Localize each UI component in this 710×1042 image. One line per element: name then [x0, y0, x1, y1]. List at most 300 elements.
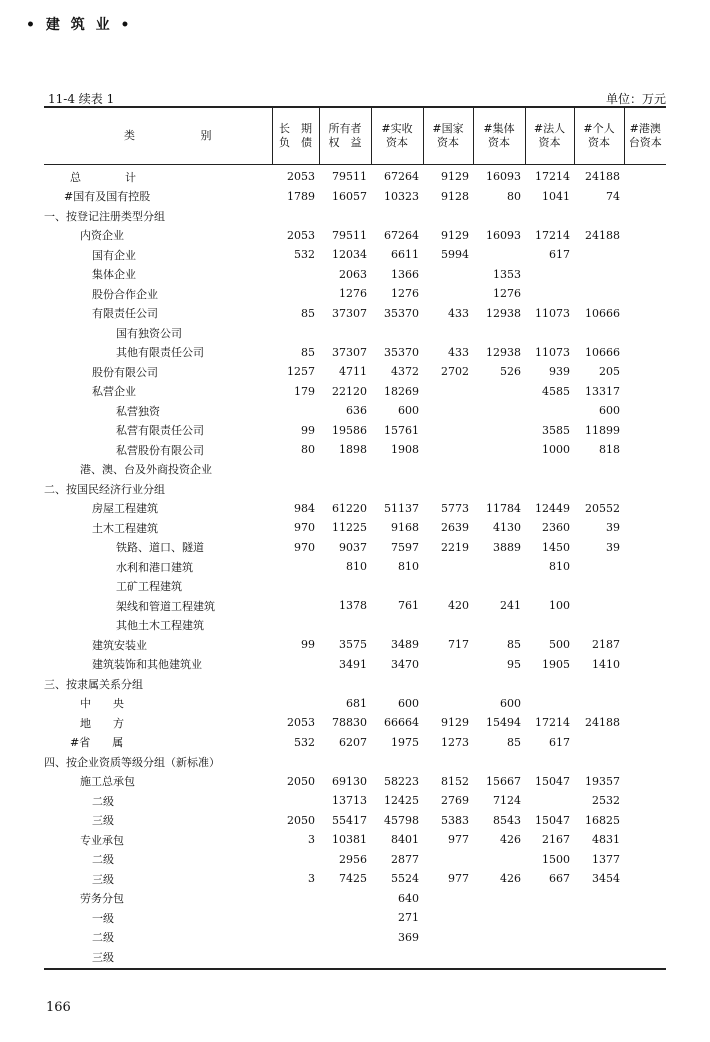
cell-value: 433 [448, 306, 469, 320]
table-row [44, 850, 666, 870]
cell-value [319, 928, 371, 948]
cell-value [272, 596, 319, 616]
cell-value [525, 791, 574, 811]
cell-value [624, 733, 666, 753]
cell-value: 526 [500, 365, 521, 379]
cell-value [473, 323, 525, 343]
cell-value [574, 557, 624, 577]
cell-value: 3575 [339, 638, 367, 652]
table-row [44, 596, 666, 616]
table-row [44, 304, 666, 324]
header-collective-capital: #集体 资本 [473, 107, 525, 165]
cell-value [473, 850, 525, 870]
row-label: 二级 [92, 853, 114, 867]
cell-value: 10323 [384, 189, 419, 203]
cell-value: 19357 [585, 774, 620, 788]
cell-value: 1257 [287, 365, 315, 379]
cell-value [624, 869, 666, 889]
header-state-capital: #国家 资本 [423, 107, 473, 165]
cell-value: 5994 [441, 248, 469, 262]
cell-value: 681 [346, 696, 367, 710]
table-row [44, 616, 666, 636]
row-label: 中 央 [80, 697, 124, 711]
cell-value [272, 460, 319, 480]
cell-value [272, 674, 319, 694]
cell-value: 15761 [384, 423, 419, 437]
table-row [44, 928, 666, 948]
cell-value [624, 187, 666, 207]
cell-value: 9037 [339, 540, 367, 554]
cell-value [371, 460, 423, 480]
cell-value: 17214 [535, 716, 570, 730]
cell-value: 420 [448, 599, 469, 613]
row-label: 股份合作企业 [92, 287, 158, 301]
cell-value [473, 889, 525, 909]
cell-value: 10381 [332, 833, 367, 847]
row-label: #国有及国有控股 [64, 190, 151, 204]
cell-value: 241 [500, 599, 521, 613]
cell-value [624, 206, 666, 226]
cell-value: 977 [448, 833, 469, 847]
row-label: 二级 [92, 931, 114, 945]
table-row [44, 460, 666, 480]
table-row [44, 401, 666, 421]
cell-value [473, 401, 525, 421]
cell-value: 3489 [391, 638, 419, 652]
row-label: 施工总承包 [80, 775, 135, 789]
cell-value [319, 577, 371, 597]
cell-value: 984 [294, 501, 315, 515]
cell-value [624, 401, 666, 421]
cell-value [473, 616, 525, 636]
cell-value [272, 791, 319, 811]
cell-value [272, 850, 319, 870]
cell-value: 5383 [441, 813, 469, 827]
cell-value: 55417 [332, 813, 367, 827]
header-category-b: 别 [200, 129, 212, 142]
cell-value [624, 538, 666, 558]
table-row [44, 772, 666, 792]
table-row [44, 265, 666, 285]
header-category-a: 类 [124, 129, 135, 142]
table-row [44, 908, 666, 928]
cell-value: 11073 [535, 306, 570, 320]
cell-value: 15494 [486, 716, 521, 730]
cell-value: 1276 [493, 287, 521, 301]
cell-value [525, 694, 574, 714]
cell-value: 1276 [339, 287, 367, 301]
cell-value [272, 947, 319, 967]
cell-value [624, 908, 666, 928]
cell-value: 2050 [287, 774, 315, 788]
cell-value: 11225 [332, 521, 367, 535]
cell-value: 74 [606, 189, 620, 203]
row-label: 劳务分包 [80, 892, 124, 906]
cell-value [473, 928, 525, 948]
cell-value [272, 557, 319, 577]
row-label: 一、按登记注册类型分组 [44, 209, 165, 223]
row-label: 二级 [92, 794, 114, 808]
cell-value [473, 206, 525, 226]
cell-value: 51137 [384, 501, 419, 515]
cell-value: 970 [294, 521, 315, 535]
cell-value [624, 265, 666, 285]
cell-value [574, 694, 624, 714]
cell-value [624, 947, 666, 967]
cell-value [423, 206, 473, 226]
table-row [44, 323, 666, 343]
cell-value: 271 [398, 911, 419, 925]
cell-value: 2219 [441, 540, 469, 554]
cell-value [574, 323, 624, 343]
cell-value [574, 479, 624, 499]
cell-value [423, 323, 473, 343]
cell-value: 5524 [391, 872, 419, 886]
row-label: 房屋工程建筑 [92, 502, 158, 516]
cell-value: 39 [606, 540, 620, 554]
cell-value [525, 206, 574, 226]
cell-value [272, 616, 319, 636]
cell-value: 600 [599, 404, 620, 418]
cell-value [473, 752, 525, 772]
statistics-table [44, 106, 666, 967]
cell-value: 810 [549, 560, 570, 574]
running-head: • 建 筑 业 • [26, 17, 133, 33]
cell-value: 433 [448, 345, 469, 359]
cell-value: 1898 [339, 443, 367, 457]
row-label: 三、按隶属关系分组 [44, 677, 143, 691]
cell-value: 3889 [493, 540, 521, 554]
cell-value: 2769 [441, 794, 469, 808]
cell-value [473, 440, 525, 460]
table-row [44, 421, 666, 441]
cell-value: 4130 [493, 521, 521, 535]
table-row [44, 538, 666, 558]
cell-value: 2167 [542, 833, 570, 847]
cell-value: 99 [301, 638, 315, 652]
cell-value [371, 674, 423, 694]
cell-value [574, 284, 624, 304]
cell-value: 95 [507, 657, 521, 671]
cell-value [423, 616, 473, 636]
cell-value: 1377 [592, 852, 620, 866]
cell-value [624, 382, 666, 402]
cell-value: 600 [398, 404, 419, 418]
row-label: 内资企业 [80, 229, 124, 243]
cell-value [525, 908, 574, 928]
cell-value: 12938 [486, 345, 521, 359]
table-row [44, 713, 666, 733]
cell-value: 9168 [391, 521, 419, 535]
table-row [44, 440, 666, 460]
cell-value: 13317 [585, 384, 620, 398]
cell-value [574, 460, 624, 480]
row-label: 水利和港口建筑 [116, 560, 193, 574]
row-label: 股份有限公司 [92, 365, 158, 379]
cell-value [624, 440, 666, 460]
cell-value [624, 596, 666, 616]
cell-value: 8543 [493, 813, 521, 827]
cell-value [624, 284, 666, 304]
table-row [44, 752, 666, 772]
cell-value [624, 343, 666, 363]
table-row [44, 187, 666, 207]
cell-value: 85 [301, 345, 315, 359]
cell-value [423, 382, 473, 402]
cell-value: 8401 [391, 833, 419, 847]
cell-value: 179 [294, 384, 315, 398]
cell-value: 2050 [287, 813, 315, 827]
cell-value: 532 [294, 735, 315, 749]
cell-value: 1908 [391, 443, 419, 457]
row-label: 三级 [92, 814, 114, 828]
table-row [44, 343, 666, 363]
table-row [44, 869, 666, 889]
cell-value [624, 850, 666, 870]
cell-value [473, 908, 525, 928]
cell-value: 19586 [332, 423, 367, 437]
cell-value [574, 616, 624, 636]
cell-value: 761 [398, 599, 419, 613]
cell-value: 810 [398, 560, 419, 574]
row-label: 建筑安装业 [92, 638, 147, 652]
cell-value [624, 421, 666, 441]
cell-value [473, 245, 525, 265]
row-label: 国有独资公司 [116, 326, 182, 340]
cell-value [319, 616, 371, 636]
cell-value [624, 889, 666, 909]
cell-value: 15047 [535, 774, 570, 788]
table-row [44, 499, 666, 519]
cell-value [423, 265, 473, 285]
cell-value [473, 947, 525, 967]
row-label: 专业承包 [80, 833, 124, 847]
cell-value: 58223 [384, 774, 419, 788]
cell-value: 1789 [287, 189, 315, 203]
cell-value: 2053 [287, 170, 315, 184]
cell-value: 2360 [542, 521, 570, 535]
cell-value [371, 323, 423, 343]
table-row [44, 284, 666, 304]
header-paid-in-capital: #实收 资本 [371, 107, 423, 165]
header-category [44, 107, 272, 165]
table-row [44, 674, 666, 694]
cell-value [272, 752, 319, 772]
cell-value [525, 889, 574, 909]
cell-value [319, 889, 371, 909]
cell-value: 600 [398, 696, 419, 710]
cell-value [525, 284, 574, 304]
cell-value: 2053 [287, 716, 315, 730]
table-row [44, 577, 666, 597]
cell-value: 80 [301, 443, 315, 457]
cell-value [319, 323, 371, 343]
cell-value [423, 694, 473, 714]
cell-value [272, 889, 319, 909]
cell-value: 35370 [384, 306, 419, 320]
cell-value [624, 460, 666, 480]
table-row [44, 811, 666, 831]
cell-value [624, 635, 666, 655]
cell-value: 3470 [391, 657, 419, 671]
cell-value [574, 596, 624, 616]
cell-value [423, 421, 473, 441]
cell-value: 1500 [542, 852, 570, 866]
cell-value [319, 674, 371, 694]
cell-value: 15667 [486, 774, 521, 788]
cell-value: 79511 [332, 228, 367, 242]
cell-value: 2063 [339, 267, 367, 281]
cell-value: 11073 [535, 345, 570, 359]
row-label: 总 计 [70, 170, 136, 184]
header-hk-macao-taiwan-capital: #港澳 台资本 [624, 107, 666, 165]
cell-value: 1378 [339, 599, 367, 613]
table-row [44, 362, 666, 382]
cell-value: 3 [308, 872, 315, 886]
cell-value [272, 323, 319, 343]
cell-value: 977 [448, 872, 469, 886]
cell-value: 369 [398, 930, 419, 944]
cell-value [624, 518, 666, 538]
cell-value [423, 947, 473, 967]
cell-value [423, 284, 473, 304]
cell-value: 532 [294, 248, 315, 262]
cell-value [574, 752, 624, 772]
cell-value: 85 [301, 306, 315, 320]
row-label: 其他有限责任公司 [116, 346, 204, 360]
cell-value [624, 226, 666, 246]
cell-value: 20552 [585, 501, 620, 515]
row-label: 三级 [92, 872, 114, 886]
cell-value [319, 206, 371, 226]
cell-value: 7124 [493, 794, 521, 808]
cell-value: 818 [599, 443, 620, 457]
cell-value [574, 947, 624, 967]
cell-value [272, 265, 319, 285]
cell-value: 2639 [441, 521, 469, 535]
cell-value [423, 928, 473, 948]
cell-value [574, 733, 624, 753]
cell-value: 426 [500, 872, 521, 886]
cell-value [272, 908, 319, 928]
cell-value: 6207 [339, 735, 367, 749]
cell-value: 85 [507, 638, 521, 652]
row-label: 集体企业 [92, 268, 136, 282]
cell-value [624, 830, 666, 850]
cell-value: 16093 [486, 228, 521, 242]
cell-value [423, 401, 473, 421]
cell-value: 67264 [384, 228, 419, 242]
cell-value [272, 284, 319, 304]
cell-value [423, 557, 473, 577]
cell-value: 2053 [287, 228, 315, 242]
cell-value: 16057 [332, 189, 367, 203]
cell-value [574, 674, 624, 694]
cell-value [525, 460, 574, 480]
cell-value: 35370 [384, 345, 419, 359]
cell-value [624, 323, 666, 343]
cell-value [624, 557, 666, 577]
cell-value [525, 616, 574, 636]
cell-value [272, 694, 319, 714]
cell-value: 1041 [542, 189, 570, 203]
cell-value: 80 [507, 189, 521, 203]
cell-value [423, 752, 473, 772]
cell-value [371, 616, 423, 636]
cell-value: 4711 [339, 365, 367, 379]
cell-value [423, 460, 473, 480]
cell-value: 24188 [585, 170, 620, 184]
cell-value: 1366 [391, 267, 419, 281]
page-number: 166 [46, 1000, 71, 1015]
cell-value: 617 [549, 248, 570, 262]
cell-value: 3491 [339, 657, 367, 671]
cell-value: 205 [599, 365, 620, 379]
cell-value: 9129 [441, 170, 469, 184]
row-label: 三级 [92, 950, 114, 964]
cell-value [624, 479, 666, 499]
cell-value [272, 577, 319, 597]
cell-value [624, 674, 666, 694]
row-label: 二、按国民经济行业分组 [44, 482, 165, 496]
table-number: 11-4 续表 1 [48, 92, 115, 106]
cell-value: 45798 [384, 813, 419, 827]
cell-value [525, 265, 574, 285]
row-label: 私营股份有限公司 [116, 443, 204, 457]
cell-value: 11899 [585, 423, 620, 437]
table-row [44, 165, 666, 187]
cell-value: 9129 [441, 716, 469, 730]
cell-value: 13713 [332, 794, 367, 808]
cell-value [473, 421, 525, 441]
cell-value: 1410 [592, 657, 620, 671]
cell-value [624, 928, 666, 948]
cell-value [319, 752, 371, 772]
cell-value: 12034 [332, 248, 367, 262]
row-label: #省 属 [70, 736, 124, 750]
cell-value [423, 655, 473, 675]
table-row [44, 655, 666, 675]
cell-value: 12425 [384, 794, 419, 808]
cell-value: 4585 [542, 384, 570, 398]
cell-value [525, 401, 574, 421]
cell-value [624, 304, 666, 324]
header-legal-person-capital: #法人 资本 [525, 107, 574, 165]
cell-value [272, 206, 319, 226]
cell-value: 100 [549, 599, 570, 613]
cell-value [624, 362, 666, 382]
cell-value: 426 [500, 833, 521, 847]
row-label: 建筑装饰和其他建筑业 [92, 658, 202, 672]
cell-value [473, 577, 525, 597]
cell-value [473, 557, 525, 577]
table-row [44, 889, 666, 909]
row-label: 一级 [92, 911, 114, 925]
cell-value [574, 245, 624, 265]
cell-value [371, 206, 423, 226]
cell-value [525, 928, 574, 948]
cell-value: 640 [398, 891, 419, 905]
cell-value [574, 908, 624, 928]
table-row [44, 479, 666, 499]
cell-value [624, 245, 666, 265]
cell-value: 2877 [391, 852, 419, 866]
cell-value: 1273 [441, 735, 469, 749]
header-individual-capital: #个人 资本 [574, 107, 624, 165]
header-long-term-debt: 长 期 负 债 [272, 107, 319, 165]
cell-value: 39 [606, 521, 620, 535]
header-row [44, 107, 666, 165]
